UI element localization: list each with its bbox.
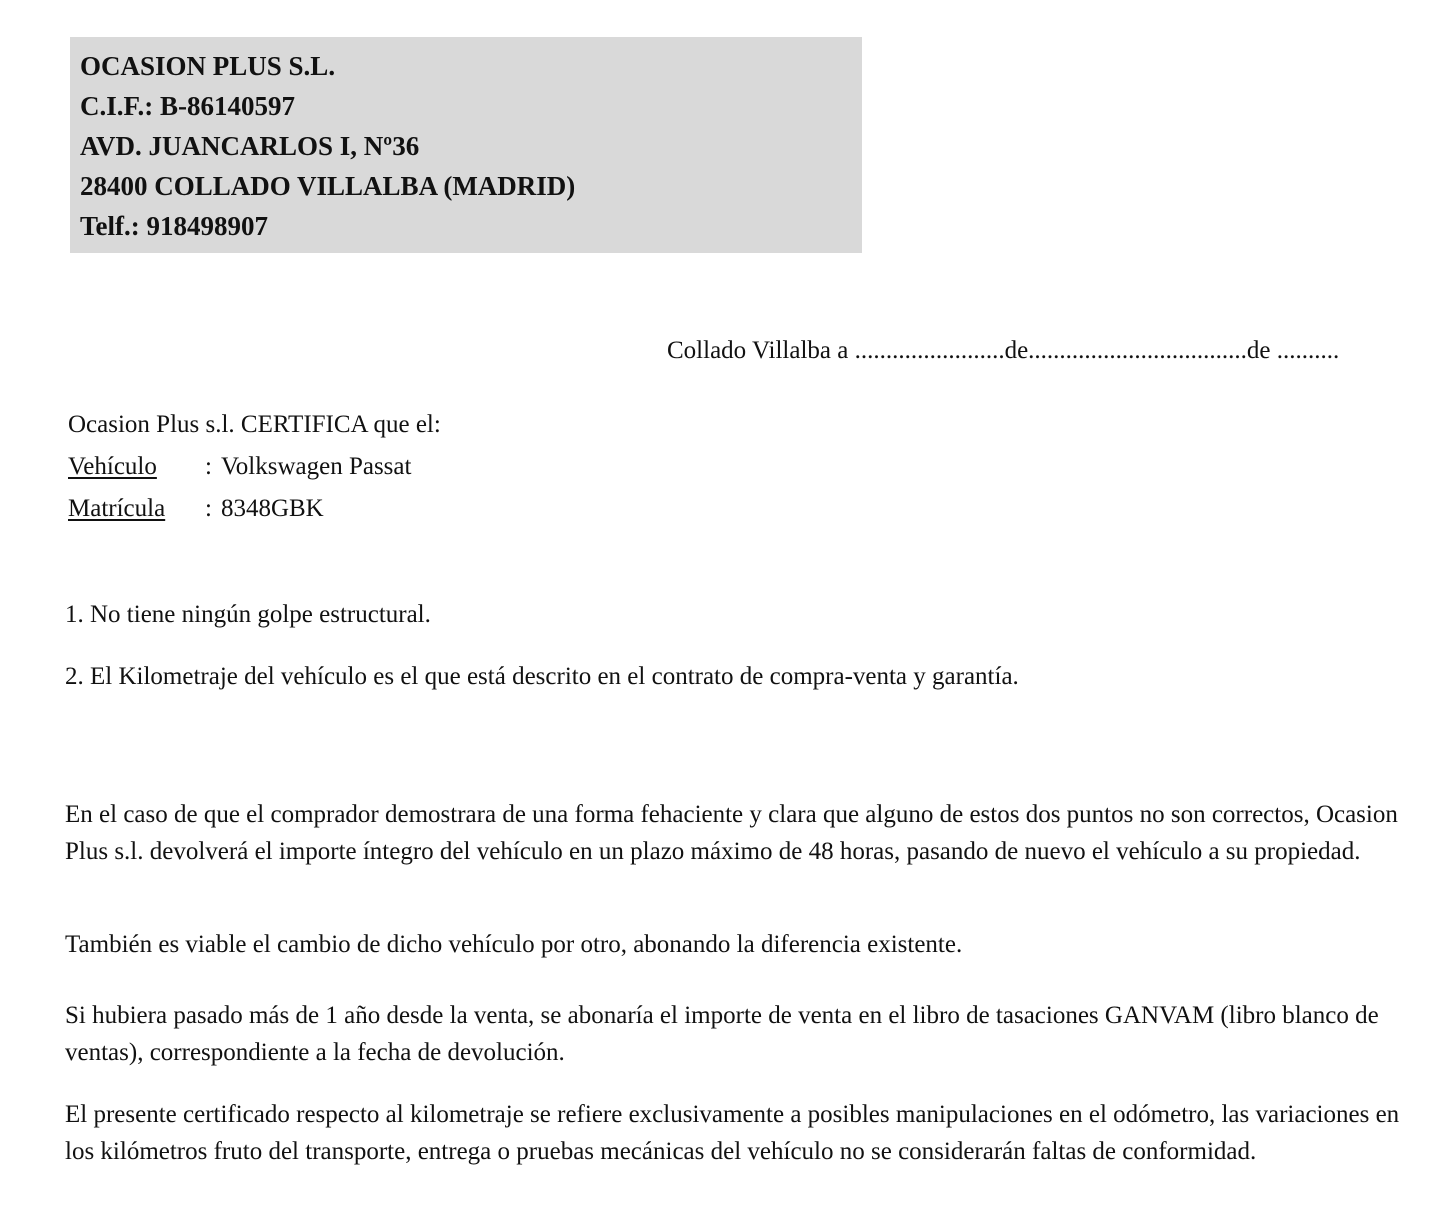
plate-field-row — [68, 488, 441, 530]
certification-intro: Ocasion Plus s.l. CERTIFICA que el: — [68, 411, 441, 438]
company-city: 28400 COLLADO VILLALBA (MADRID) — [80, 171, 576, 201]
company-header-box — [70, 37, 862, 253]
plate-colon: : — [205, 495, 212, 522]
company-name: OCASION PLUS S.L. — [80, 51, 336, 81]
vehicle-field-row — [68, 446, 441, 488]
company-phone: Telf.: 918498907 — [80, 211, 268, 241]
company-cif: C.I.F.: B-86140597 — [80, 91, 296, 121]
certification-block — [68, 404, 441, 530]
plate-value: 8348GBK — [220, 495, 324, 522]
paragraph-exchange-option: También es viable el cambio de dicho vehículo por otro, abonando la diferencia existente. — [65, 931, 963, 958]
paragraph-refund-terms: En el caso de que el comprador demostrara de una forma fehaciente y clara que alguno de estos dos puntos no son correctos, Ocasion Plus s.l. devolverá el importe íntegro del vehículo en un plazo máximo de 48 horas, pasando de nuevo el vehículo a su propiedad. — [65, 801, 1398, 865]
vehicle-value: Volkswagen Passat — [220, 453, 412, 480]
vehicle-label: Vehículo — [68, 453, 157, 480]
paragraph-one-year-valuation: Si hubiera pasado más de 1 año desde la venta, se abonaría el importe de venta en el libro de tasaciones GANVAM (libro blanco de ventas), correspondiente a la fecha de devolución. — [65, 1002, 1379, 1066]
clause-mileage: 2. El Kilometraje del vehículo es el que está descrito en el contrato de compra-venta y garantía. — [65, 663, 1019, 690]
vehicle-colon: : — [205, 453, 212, 480]
company-address: AVD. JUANCARLOS I, Nº36 — [80, 131, 420, 161]
plate-label: Matrícula — [68, 495, 166, 522]
date-fill-in-line: Collado Villalba a ........................de...................................de .......... — [667, 337, 1340, 364]
paragraph-mileage-scope: El presente certificado respecto al kilometraje se refiere exclusivamente a posibles manipulaciones en el odómetro, las variaciones en los kilómetros fruto del transporte, entrega o pruebas mecánicas del vehículo no se considerarán faltas de conformidad. — [65, 1101, 1400, 1165]
clause-structural-damage: 1. No tiene ningún golpe estructural. — [65, 601, 431, 628]
